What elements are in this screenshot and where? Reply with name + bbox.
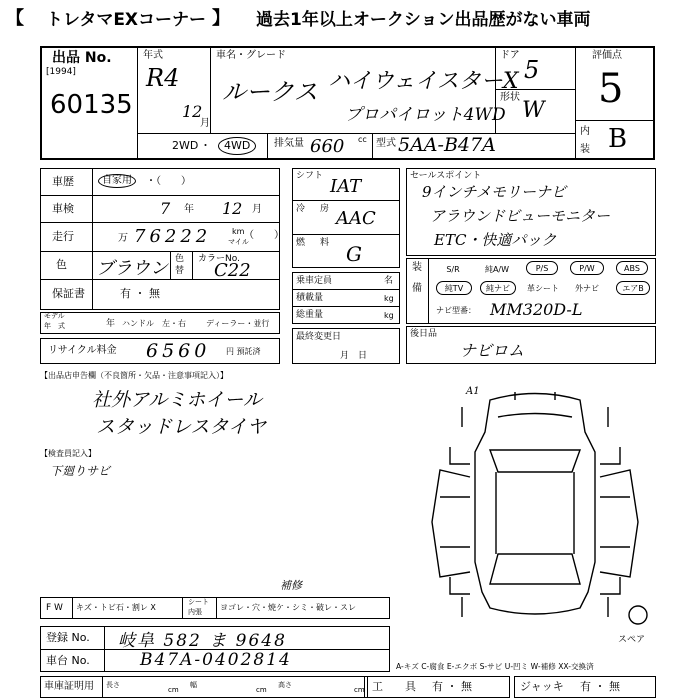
inspection-year: 7 xyxy=(160,199,171,218)
sales-point-line-2: アラウンドビューモニター xyxy=(430,207,611,225)
fw-text: キズ・トビ石・割レ X xyxy=(76,603,156,612)
sales-point-line-3: ETC・快適パック xyxy=(434,231,557,249)
inspection-year-unit: 年 xyxy=(184,204,194,215)
color-code-label: カラーNo. xyxy=(198,254,240,264)
spare-tire-icon xyxy=(629,606,647,624)
jack-label: ジャッキ xyxy=(520,680,564,693)
model-code-value: 5AA-B47A xyxy=(398,134,496,156)
dealer-option: ディーラー・並行 xyxy=(206,319,270,328)
inspector-notes-label: 【検査員記入】 xyxy=(40,449,96,458)
year-value: R4 xyxy=(146,64,180,92)
aftermarket-box xyxy=(406,326,656,364)
sales-point-label: セールスポイント xyxy=(410,171,482,181)
shape-value: W xyxy=(522,98,545,123)
drive-dot: ・ xyxy=(200,139,211,152)
last-change-unit: 月 日 xyxy=(340,351,368,361)
damage-legend: A-キズ C-腐食 E-エクボ S-サビ U-凹ミ W-補修 XX-交換済 xyxy=(396,662,594,671)
seat-label-1: シート xyxy=(188,598,209,606)
equip-pw: P/W xyxy=(570,261,604,275)
recycle-label: リサイクル料金 xyxy=(48,345,117,356)
model-grade2: プロパイロット4WD xyxy=(345,105,506,125)
equip-airbag: エアB xyxy=(616,281,650,295)
car-body-outline xyxy=(475,394,595,615)
interior-label-1: 内 xyxy=(580,126,590,137)
displacement-value: 660 xyxy=(310,136,345,157)
model-year-label-2: 年 式 xyxy=(44,322,65,330)
fuel-label-1: 燃 xyxy=(296,238,306,248)
mileage-paren: （ ） xyxy=(244,230,284,241)
equip-abs: ABS xyxy=(616,261,648,275)
doors-value: 5 xyxy=(524,56,540,84)
seat-text: ヨゴレ・穴・焼ケ・シミ・破レ・スレ xyxy=(220,603,356,612)
aftermarket-value: ナビロム xyxy=(460,341,525,360)
seller-notes-label: 【出品店申告欄（不良箇所・欠品・注意事項記入）】 xyxy=(40,371,228,380)
cert-width-unit: cm xyxy=(256,686,267,694)
equipment-label-1: 装 xyxy=(412,262,422,273)
history-label: 車歴 xyxy=(52,175,74,188)
damage-diagram xyxy=(410,372,660,647)
jack-value: 有 ・ 無 xyxy=(580,680,620,693)
interior-label-2: 装 xyxy=(580,144,590,155)
mileage-km: km xyxy=(232,227,245,236)
model-year-unit: 年 xyxy=(106,319,116,329)
cert-height-label: 高さ xyxy=(278,681,292,689)
equip-aftermarket-navi: 外ナビ xyxy=(575,284,599,293)
color-change-label-2: 替 xyxy=(175,266,185,276)
warranty-label: 保証書 xyxy=(52,287,85,300)
equip-genuine-navi: 純ナビ xyxy=(480,281,516,295)
color-value: ブラウン xyxy=(96,258,168,279)
drive-4wd-selected: 4WD xyxy=(218,137,256,155)
drive-2wd: 2WD xyxy=(172,139,199,152)
sales-point-line-1: 9インチメモリーナビ xyxy=(422,183,566,201)
history-selected: 自家用 xyxy=(98,174,136,188)
model-grade: ハイウェイスターX xyxy=(328,69,519,94)
mileage-value: 76222 xyxy=(134,226,212,247)
capacity-label: 乗車定員 xyxy=(296,276,333,286)
header-bracket-left: 【 xyxy=(6,8,24,29)
mileage-label: 走行 xyxy=(52,230,74,243)
chassis-label: 車台 No. xyxy=(46,654,90,667)
warranty-value: 有 ・ 無 xyxy=(120,287,160,300)
tools-label: 工 具 xyxy=(372,680,416,693)
load-unit: kg xyxy=(384,294,394,303)
equipment-label-2: 備 xyxy=(412,283,422,294)
garage-cert-label: 車庫証明用 xyxy=(44,681,94,692)
fuel-value: G xyxy=(346,242,362,266)
recycle-value: 6560 xyxy=(146,340,211,362)
header-bracket-right: 】 xyxy=(212,8,230,29)
aftermarket-label: 後日品 xyxy=(410,329,438,339)
equip-leather-seat: 革シート xyxy=(527,284,559,293)
weight-label: 総重量 xyxy=(296,310,324,320)
color-label: 色 xyxy=(56,258,67,271)
seat-label-2: 内張 xyxy=(188,608,202,616)
chassis-value: B47A-0402814 xyxy=(140,650,292,670)
equip-ps: P/S xyxy=(526,261,558,275)
ac-label-1: 冷 xyxy=(296,204,306,214)
registration-value: 岐阜 582 ま 9648 xyxy=(118,631,287,651)
cert-length-label: 長さ xyxy=(106,681,120,689)
ac-value: AAC xyxy=(336,208,376,229)
equip-sr: S/R xyxy=(446,265,460,274)
inspection-label: 車検 xyxy=(52,202,74,215)
seller-notes-line-1: 社外アルミホイール xyxy=(92,389,262,411)
cert-length-unit: cm xyxy=(168,686,179,694)
load-label: 積載量 xyxy=(296,293,324,303)
mileage-man: 万 xyxy=(118,233,128,244)
model-year-label-1: モデル xyxy=(44,312,65,320)
corner-name: トレタマEXコーナー xyxy=(46,10,207,30)
cert-height-unit: cm xyxy=(354,686,365,694)
year-month: 12 xyxy=(182,102,203,121)
lot-label: 出品 No. xyxy=(52,50,112,66)
inspection-month: 12 xyxy=(222,199,243,218)
model-name: ルークス xyxy=(222,78,318,106)
history-rest: ・（ ） xyxy=(146,176,191,187)
score-label: 評価点 xyxy=(592,50,622,61)
interior-value: B xyxy=(608,124,628,154)
nav-model-value: MM320D-L xyxy=(490,300,583,319)
recycle-unit: 円 預託済 xyxy=(226,347,261,356)
model-label: 車名・グレード xyxy=(216,50,286,61)
lot-number: 60135 xyxy=(50,90,133,120)
displacement-unit: cc xyxy=(358,135,367,144)
handle-option: ハンドル 左・右 xyxy=(122,319,186,328)
last-change-label: 最終変更日 xyxy=(296,332,342,342)
score-value: 5 xyxy=(598,66,624,112)
diagram-mark: A1 xyxy=(466,386,480,397)
header-notice: 過去1年以上オークション出品歴がない車両 xyxy=(256,10,591,30)
lot-year-tag: [1994] xyxy=(46,67,76,77)
shape-label: 形状 xyxy=(500,92,520,103)
weight-unit: kg xyxy=(384,311,394,320)
nav-model-label: ナビ型番： xyxy=(436,306,476,315)
equip-alloy-wheel: 純A/W xyxy=(484,265,510,274)
year-month-unit: 月 xyxy=(200,118,210,129)
spare-label: スペア xyxy=(618,635,646,645)
fuel-label-2: 料 xyxy=(320,238,330,248)
shift-label: シフト xyxy=(296,171,324,181)
capacity-unit: 名 xyxy=(384,276,394,286)
fw-label: F W xyxy=(46,603,63,613)
cert-width-label: 幅 xyxy=(190,681,197,689)
registration-label: 登録 No. xyxy=(46,631,90,644)
doors-label: ドア xyxy=(500,50,520,61)
color-code-value: C22 xyxy=(214,260,251,281)
mileage-mile: マイル xyxy=(228,238,249,246)
shift-value: IAT xyxy=(330,176,362,197)
header-bar xyxy=(0,0,700,30)
displacement-label: 排気量 xyxy=(274,138,304,149)
tools-value: 有 ・ 無 xyxy=(432,680,472,693)
repair-annotation: 補修 xyxy=(280,579,302,592)
seller-notes-line-2: スタッドレスタイヤ xyxy=(96,416,267,438)
year-label: 年式 xyxy=(143,50,163,61)
ac-label-2: 房 xyxy=(320,204,330,214)
equip-genuine-tv: 純TV xyxy=(436,281,472,295)
color-change-label-1: 色 xyxy=(175,254,185,264)
inspection-month-unit: 月 xyxy=(252,204,262,215)
model-code-label: 型式 xyxy=(376,138,396,149)
inspector-notes-value: 下廻りサビ xyxy=(50,464,111,478)
